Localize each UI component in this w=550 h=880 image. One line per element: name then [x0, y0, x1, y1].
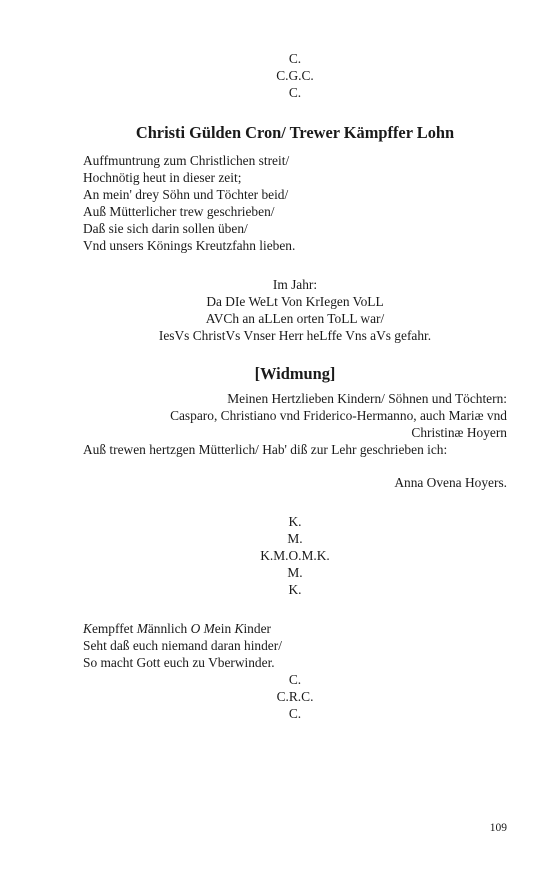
acrostic: [83, 620, 507, 671]
middle-monogram: [83, 513, 507, 598]
page-title: Christi Gülden Cron/ Trewer Kämpffer Lohn: [135, 123, 455, 142]
monogram-line: M.: [287, 565, 303, 580]
year-line: IesVs ChristVs Vnser Herr heLffe Vns aVs gefahr.: [158, 328, 432, 343]
monogram-line: C.R.C.: [276, 689, 314, 704]
bottom-monogram: [83, 671, 507, 722]
acrostic-text: inder: [243, 621, 271, 636]
monogram-line: C.: [288, 706, 302, 721]
acrostic-initial: K: [83, 621, 92, 636]
signature: Anna Ovena Hoyers.: [394, 475, 507, 490]
monogram-line: M.: [287, 531, 303, 546]
year-block: [83, 276, 507, 344]
monogram-line: K.M.O.M.K.: [260, 548, 330, 563]
poem-line: Hochnötig heut in dieser zeit;: [83, 170, 242, 185]
acrostic-initial: O: [190, 621, 201, 636]
monogram-line: C.: [288, 51, 302, 66]
monogram-line: K.: [288, 582, 302, 597]
dedication-heading: [Widmung]: [254, 364, 336, 383]
dedication-line: Auß trewen hertzgen Mütterlich/ Hab' diß zur Lehr geschrieben ich:: [83, 442, 448, 457]
year-line: Im Jahr:: [272, 277, 318, 292]
poem-line: Daß sie sich darin sollen üben/: [83, 221, 248, 236]
acrostic-initial: K: [234, 621, 244, 636]
poem-line: An mein' drey Söhn und Töchter beid/: [83, 187, 289, 202]
page-number: 109: [489, 822, 507, 834]
dedication-line: Christinæ Hoyern: [411, 425, 507, 440]
acrostic-text: ein: [214, 621, 235, 636]
poem: [83, 152, 507, 254]
acrostic-line: [83, 620, 507, 637]
dedication: [83, 390, 507, 458]
acrostic-initial: M: [203, 621, 215, 636]
acrostic-line: Seht daß euch niemand daran hinder/: [83, 638, 282, 653]
acrostic-text: ännlich: [147, 621, 191, 636]
monogram-line: C.: [288, 85, 302, 100]
acrostic-line: So macht Gott euch zu Vberwinder.: [83, 655, 275, 670]
dedication-line: Casparo, Christiano vnd Friderico-Hermanno, auch Mariæ vnd: [170, 408, 507, 423]
monogram-line: C.: [288, 672, 302, 687]
dedication-line: Meinen Hertzlieben Kindern/ Söhnen und Töchtern:: [227, 391, 507, 406]
monogram-line: C.G.C.: [276, 68, 314, 83]
top-monogram: [83, 50, 507, 101]
poem-line: Auß Mütterlicher trew geschrieben/: [83, 204, 275, 219]
poem-line: Auffmuntrung zum Christlichen streit/: [83, 153, 290, 168]
poem-line: Vnd unsers Könings Kreutzfahn lieben.: [83, 238, 296, 253]
acrostic-initial: M: [136, 621, 148, 636]
year-line: Da DIe WeLt Von KrIegen VoLL: [206, 294, 384, 309]
document-page: [83, 50, 507, 722]
year-line: AVCh an aLLen orten ToLL war/: [205, 311, 385, 326]
acrostic-text: empffet: [91, 621, 137, 636]
monogram-line: K.: [288, 514, 302, 529]
